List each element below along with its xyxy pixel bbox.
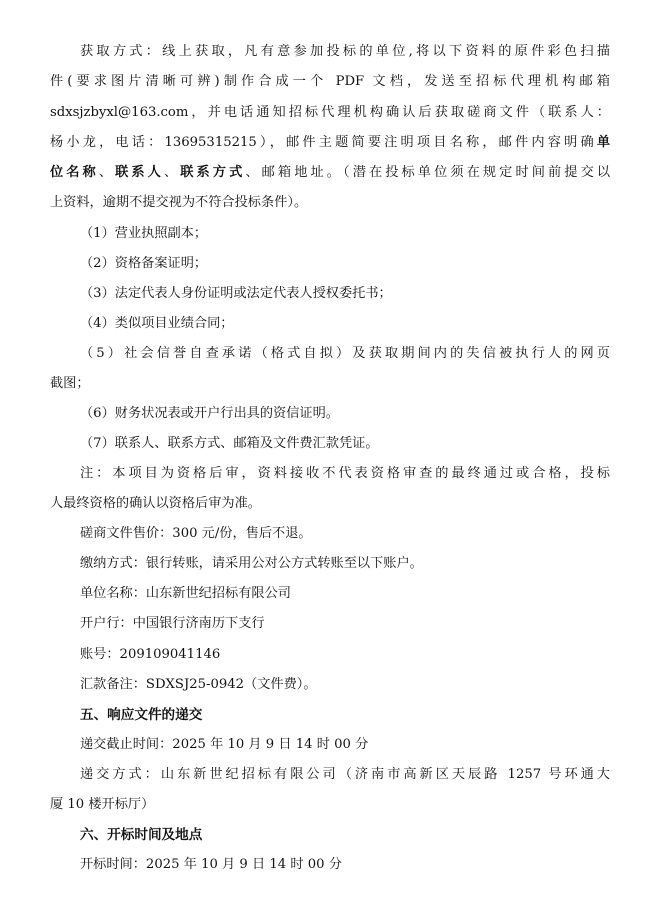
obtain-line-3: sdxsjzbyxl@163.com，并电话通知招标代理机构确认后获取磋商文件（联系人： bbox=[50, 105, 610, 120]
section6-heading: 六、开标时间及地点 bbox=[80, 827, 203, 843]
obtain-line-4 bbox=[50, 133, 610, 153]
note-line-2: 人最终资格的确认以资格后审为准。 bbox=[50, 496, 261, 511]
material-item-2: （2）资格备案证明； bbox=[80, 256, 208, 271]
section5-method-line-1: 递交方式：山东新世纪招标有限公司（济南市高新区天辰路 1257 号环通大 bbox=[80, 767, 610, 782]
obtain-line-1: 获取方式：线上获取，凡有意参加投标的单位,将以下资料的原件彩色扫描 bbox=[80, 44, 610, 59]
note-line-1: 注：本项目为资格后审，资料接收不代表资格审查的最终通过或合格，投标 bbox=[80, 466, 610, 481]
material-item-3: （3）法定代表人身份证明或法定代表人授权委托书； bbox=[80, 286, 392, 301]
fee-payment: 缴纳方式：银行转账，请采用公对公方式转账至以下账户。 bbox=[80, 556, 423, 571]
obtain-line-6: 上资料，逾期不提交视为不符合投标条件）。 bbox=[50, 195, 308, 210]
material-item-5: （5）社会信誉自查承诺（格式自拟）及获取期间内的失信被执行人的网页 bbox=[80, 346, 610, 361]
obtain-bold-unit-name: 位名称 bbox=[50, 165, 99, 180]
section6-time: 开标时间：2025 年 10 月 9 日 14 时 00 分 bbox=[80, 857, 342, 872]
obtain-line-4-text: 杨小龙，电话：13695315215），邮件主题简要注明项目名称，邮件内容明确 bbox=[50, 135, 597, 150]
fee-bank: 开户行：中国银行济南历下支行 bbox=[80, 616, 265, 631]
section5-heading: 五、响应文件的递交 bbox=[80, 707, 203, 723]
obtain-bold-contact: 联系人 bbox=[115, 165, 164, 180]
fee-remark: 汇款备注：SDXSJ25-0942（文件费）。 bbox=[80, 677, 317, 692]
material-item-7: （7）联系人、联系方式、邮箱及文件费汇款凭证。 bbox=[80, 436, 379, 451]
obtain-line-5 bbox=[50, 163, 610, 183]
obtain-sep-1: 、 bbox=[98, 165, 116, 180]
fee-unit-name: 单位名称：山东新世纪招标有限公司 bbox=[80, 586, 291, 601]
fee-price: 磋商文件售价：300 元/份，售后不退。 bbox=[80, 526, 312, 541]
obtain-sep-2: 、 bbox=[163, 165, 181, 180]
obtain-line-5-text: 、邮箱地址。（潜在投标单位须在规定时间前提交以 bbox=[245, 165, 611, 180]
obtain-bold-unit-start: 单 bbox=[596, 135, 610, 150]
obtain-bold-contact-method: 联系方式 bbox=[180, 165, 246, 180]
fee-account: 账号：209109041146 bbox=[80, 647, 221, 662]
material-item-5-cont: 截图； bbox=[50, 376, 90, 391]
material-item-4: （4）类似项目业绩合同； bbox=[80, 316, 234, 331]
section5-deadline: 递交截止时间：2025 年 10 月 9 日 14 时 00 分 bbox=[80, 737, 369, 752]
obtain-line-2: 件(要求图片清晰可辨)制作合成一个 PDF 文档，发送至招标代理机构邮箱 bbox=[50, 74, 610, 89]
section5-method-line-2: 厦 10 楼开标厅） bbox=[50, 797, 155, 812]
material-item-6: （6）财务状况表或开户行出具的资信证明。 bbox=[80, 406, 339, 421]
material-item-1: （1）营业执照副本； bbox=[80, 226, 208, 241]
